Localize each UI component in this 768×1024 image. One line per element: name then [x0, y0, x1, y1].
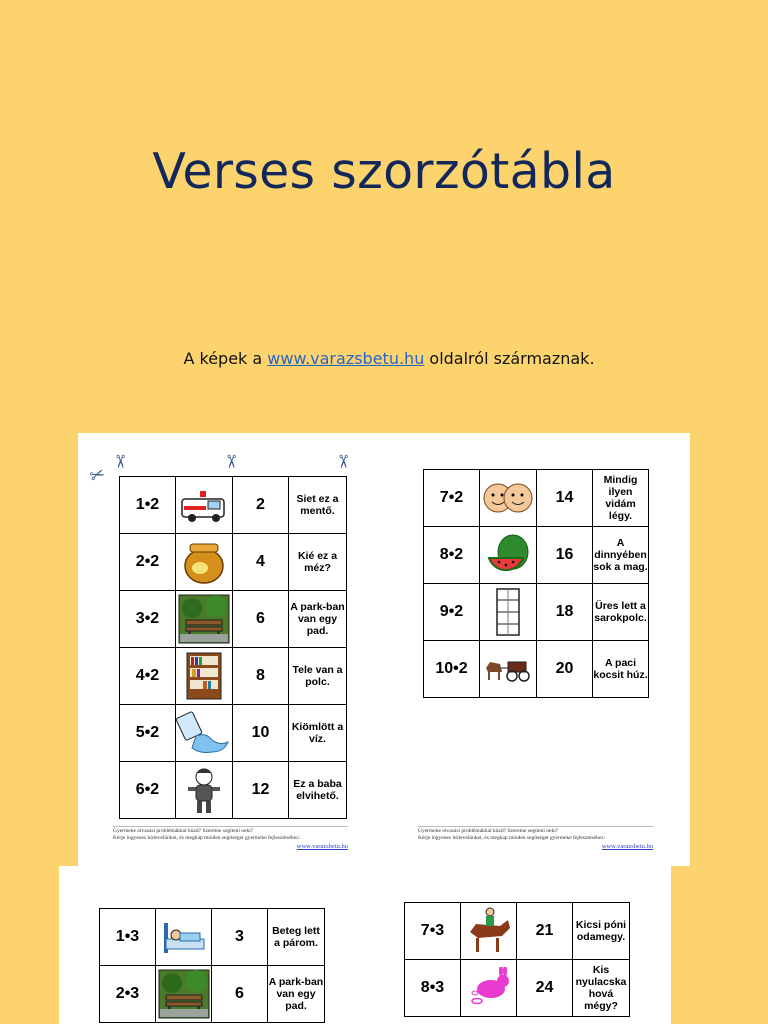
doll-icon — [176, 762, 233, 819]
result-cell: 16 — [537, 527, 593, 584]
credit-text-before: A képek a — [183, 349, 268, 368]
result-cell: 20 — [537, 641, 593, 698]
worksheet-times-three — [59, 866, 671, 1024]
page-title: Verses szorzótábla — [152, 143, 616, 200]
table-row — [405, 960, 630, 1017]
pony-rider-icon — [461, 903, 517, 960]
verse-cell: Kis nyulacska hová mégy? — [573, 960, 630, 1017]
verse-cell: Kié ez a méz? — [289, 534, 347, 591]
multiplication-cell: 8•2 — [424, 527, 480, 584]
image-credit — [0, 349, 768, 368]
multiplication-cell: 1•3 — [100, 909, 156, 966]
sick-in-bed-icon — [156, 909, 212, 966]
verse-cell: A paci kocsit húz. — [593, 641, 649, 698]
table-row — [120, 534, 347, 591]
watermelon-icon — [480, 527, 537, 584]
multiplication-cell: 6•2 — [120, 762, 176, 819]
multiplication-cell: 8•3 — [405, 960, 461, 1017]
park-bench-icon — [156, 966, 212, 1023]
bookshelf-icon — [176, 648, 233, 705]
verse-cell: A park-ban van egy pad. — [268, 966, 325, 1023]
honey-pot-icon — [176, 534, 233, 591]
rabbit-icon — [461, 960, 517, 1017]
footer-site-link[interactable]: www.varazsbetu.hu — [601, 842, 653, 850]
verse-cell: Üres lett a sarokpolc. — [593, 584, 649, 641]
table-row — [120, 762, 347, 819]
spilled-water-icon — [176, 705, 233, 762]
ambulance-icon — [176, 477, 233, 534]
horse-carriage-icon — [480, 641, 537, 698]
result-cell: 18 — [537, 584, 593, 641]
varazsbetu-link[interactable]: www.varazsbetu.hu — [267, 349, 425, 368]
worksheet-footer-left: Gyermeke olvasási problémákkal küzd? Szeretne segíteni neki? Kérje ingyenes hírlevelünket, és megkap minden segítséget gyermeke fejlesztéséhez: www.varazsbetu.hu — [113, 828, 348, 850]
multiplication-cell: 4•2 — [120, 648, 176, 705]
table-row — [405, 903, 630, 960]
verse-cell: A dinnyében sok a mag. — [593, 527, 649, 584]
times-three-table-left — [99, 908, 325, 1023]
result-cell: 8 — [233, 648, 289, 705]
table-row — [424, 584, 649, 641]
table-row — [120, 477, 347, 534]
verse-cell: Beteg lett a párom. — [268, 909, 325, 966]
multiplication-cell: 1•2 — [120, 477, 176, 534]
multiplication-cell: 7•2 — [424, 470, 480, 527]
table-row — [100, 966, 325, 1023]
verse-cell: Kicsi póni odamegy. — [573, 903, 630, 960]
result-cell: 6 — [212, 966, 268, 1023]
table-row — [120, 648, 347, 705]
result-cell: 14 — [537, 470, 593, 527]
result-cell: 2 — [233, 477, 289, 534]
result-cell: 21 — [517, 903, 573, 960]
result-cell: 10 — [233, 705, 289, 762]
table-row — [424, 470, 649, 527]
scissors-icon: ✂ — [109, 453, 131, 470]
credit-text-after: oldalról származnak. — [424, 349, 595, 368]
multiplication-cell: 10•2 — [424, 641, 480, 698]
corner-shelf-icon — [480, 584, 537, 641]
verse-cell: Ez a baba elvihető. — [289, 762, 347, 819]
happy-faces-icon — [480, 470, 537, 527]
verse-cell: A park-ban van egy pad. — [289, 591, 347, 648]
result-cell: 3 — [212, 909, 268, 966]
times-three-table-right — [404, 902, 630, 1017]
result-cell: 4 — [233, 534, 289, 591]
verse-cell: Kiömlött a víz. — [289, 705, 347, 762]
times-two-table-left — [119, 476, 347, 819]
table-row — [120, 705, 347, 762]
scissors-icon: ✂ — [220, 453, 242, 470]
footer-site-link[interactable]: www.varazsbetu.hu — [296, 842, 348, 850]
scissors-icon: ✂ — [332, 453, 354, 470]
multiplication-cell: 5•2 — [120, 705, 176, 762]
verse-cell: Siet ez a mentő. — [289, 477, 347, 534]
scissors-icon: ✂ — [86, 463, 109, 488]
table-row — [100, 909, 325, 966]
result-cell: 6 — [233, 591, 289, 648]
multiplication-cell: 2•3 — [100, 966, 156, 1023]
table-row — [424, 527, 649, 584]
result-cell: 12 — [233, 762, 289, 819]
multiplication-cell: 7•3 — [405, 903, 461, 960]
verse-cell: Mindig ilyen vidám légy. — [593, 470, 649, 527]
table-row — [120, 591, 347, 648]
result-cell: 24 — [517, 960, 573, 1017]
multiplication-cell: 9•2 — [424, 584, 480, 641]
park-bench-icon — [176, 591, 233, 648]
times-two-table-right — [423, 469, 649, 698]
worksheet-footer-right: Gyermeke olvasási problémákkal küzd? Szeretne segíteni neki? Kérje ingyenes hírlevelünket, és megkap minden segítséget gyermeke fejlesztéséhez: www.varazsbetu.hu — [418, 828, 653, 850]
multiplication-cell: 2•2 — [120, 534, 176, 591]
worksheet-times-two — [78, 433, 690, 866]
multiplication-cell: 3•2 — [120, 591, 176, 648]
table-row — [424, 641, 649, 698]
verse-cell: Tele van a polc. — [289, 648, 347, 705]
